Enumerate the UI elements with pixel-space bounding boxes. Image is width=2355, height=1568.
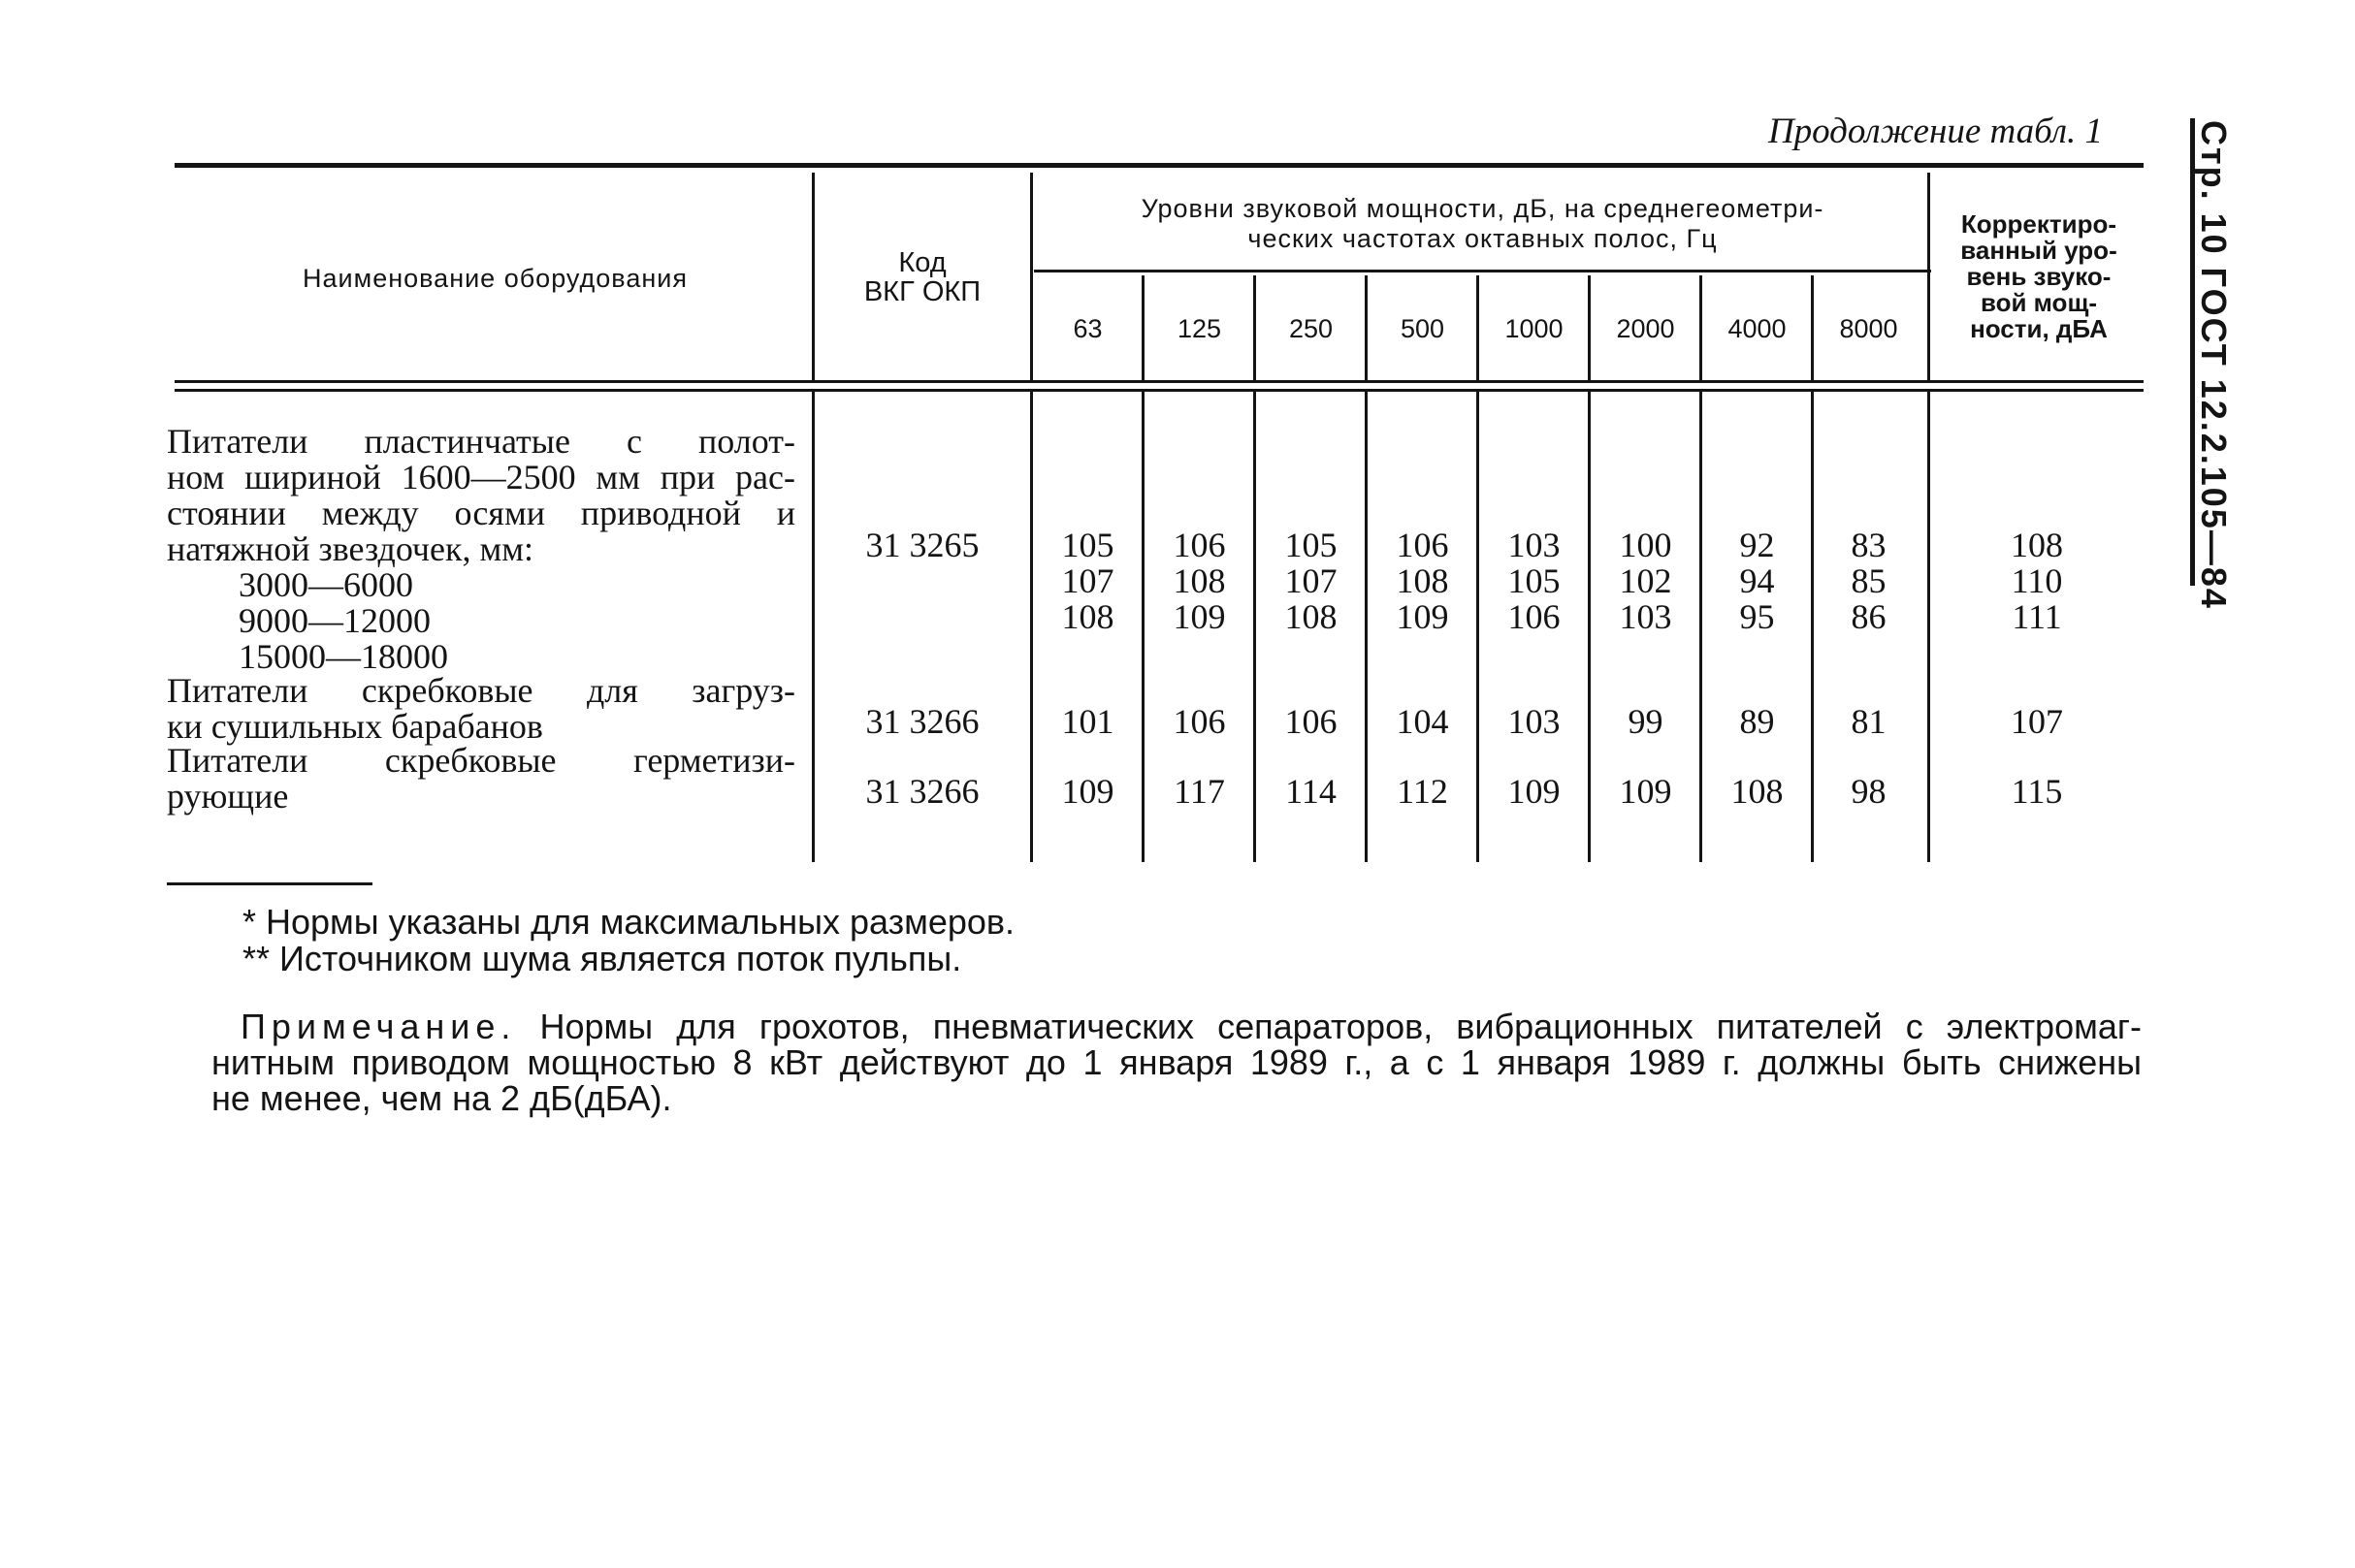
value-cell: 94 (1739, 561, 1775, 600)
value-cell: 85 (1851, 561, 1887, 600)
corrected-value-cell: 107 (2011, 702, 2063, 741)
value-cell: 99 (1628, 702, 1663, 741)
value-cell: 106 (1173, 702, 1226, 741)
value-cell: 108 (1730, 772, 1784, 811)
value-cell: 109 (1619, 772, 1672, 811)
header-frequency: 500 (1400, 314, 1445, 343)
header-code (818, 248, 1027, 306)
header-frequency: 125 (1177, 314, 1222, 343)
value-cell: 109 (1507, 772, 1561, 811)
value-cell: 103 (1507, 702, 1561, 741)
equipment-name-line: Питатели скребковые герметизи- (167, 741, 795, 780)
corrected-value-cell: 111 (2012, 597, 2062, 636)
header-frequency: 4000 (1727, 314, 1787, 343)
equipment-name-line: стоянии между осями приводной и (167, 494, 795, 532)
value-cell: 106 (1173, 526, 1226, 564)
levels-underline (1034, 270, 1931, 272)
value-cell: 104 (1396, 702, 1449, 741)
okp-code: 31 3266 (865, 702, 980, 741)
size-range-item: 15000—18000 (239, 637, 448, 676)
header-frequency: 2000 (1616, 314, 1675, 343)
equipment-name-row-1 (167, 424, 795, 675)
header-corrected-line: ванный уро- (1960, 236, 2117, 265)
size-range-item: 3000—6000 (239, 565, 413, 604)
header-corrected-line: Корректиро- (1960, 209, 2117, 239)
value-cell: 107 (1284, 561, 1338, 600)
footnote: * Нормы указаны для максимальных размеров. (242, 902, 1016, 942)
value-cell: 108 (1396, 561, 1449, 600)
corrected-value-cell: 108 (2011, 526, 2063, 564)
value-cell: 109 (1173, 597, 1226, 636)
header-frequency: 8000 (1839, 314, 1898, 343)
corrected-value-cell: 115 (2011, 772, 2063, 811)
equipment-name-row-3 (167, 743, 795, 815)
header-frequency: 250 (1288, 314, 1334, 343)
header-levels-line: ческих частотах октавных полос, Гц (1247, 224, 1718, 253)
header-levels-line: Уровни звуковой мощности, дБ, на среднегеометри- (1141, 194, 1824, 223)
value-cell: 112 (1397, 772, 1448, 811)
header-equipment-name: Наименование оборудования (303, 264, 688, 293)
equipment-name-line: Питатели скребковые для загруз- (167, 671, 795, 710)
size-range-item: 9000—12000 (239, 601, 431, 640)
value-cell: 101 (1061, 702, 1114, 741)
page-side-label (2190, 120, 2248, 610)
value-cell: 117 (1174, 772, 1225, 811)
value-cell: 103 (1507, 526, 1561, 564)
equipment-name-row-2 (167, 673, 795, 745)
value-cell: 108 (1284, 597, 1338, 636)
value-cell: 89 (1739, 702, 1775, 741)
note-text: Нормы для грохотов, пневматических сепараторов, вибрационных питателей с электромаг- (539, 1007, 2142, 1046)
value-cell: 109 (1396, 597, 1449, 636)
note-line-2: нитным приводом мощностью 8 кВт действуют до 1 января 1989 г., а с 1 января 1989 г. должны быть снижены (211, 1042, 2142, 1082)
header-corrected-line: вень звуко- (1966, 262, 2112, 291)
value-cell: 95 (1739, 597, 1775, 636)
header-code-line: ВКГ ОКП (863, 276, 982, 307)
value-cell: 92 (1739, 526, 1775, 564)
value-cell: 114 (1285, 772, 1337, 811)
table-note (211, 1008, 2142, 1116)
note-label: Примечание. (241, 1007, 517, 1046)
header-corrected-line: ности, дБА (1970, 314, 2108, 343)
value-cell: 105 (1284, 526, 1338, 564)
value-cell: 86 (1851, 597, 1887, 636)
value-cell: 81 (1851, 702, 1887, 741)
value-cell: 105 (1507, 561, 1561, 600)
table-top-rule (175, 163, 2144, 168)
value-cell: 108 (1061, 597, 1114, 636)
value-cell: 83 (1851, 526, 1887, 564)
header-bottom-rule-1 (175, 380, 2144, 383)
equipment-name-line: ки сушильных барабанов (167, 707, 543, 746)
value-cell: 103 (1619, 597, 1672, 636)
note-line-1 (211, 1008, 2142, 1044)
header-bottom-rule-2 (175, 389, 2144, 392)
table-continuation-label: Продолжение табл. 1 (1767, 112, 2103, 151)
equipment-name-line: Питатели пластинчатые с полот- (167, 422, 795, 461)
footnote: ** Источником шума является поток пульпы. (242, 939, 962, 978)
value-cell: 106 (1396, 526, 1449, 564)
header-corrected-line: вой мощ- (1980, 288, 2098, 317)
header-frequency: 1000 (1504, 314, 1564, 343)
value-cell: 109 (1061, 772, 1114, 811)
okp-code: 31 3265 (865, 526, 980, 564)
value-cell: 100 (1619, 526, 1672, 564)
value-cell: 106 (1507, 597, 1561, 636)
value-cell: 105 (1061, 526, 1114, 564)
value-cell: 102 (1619, 561, 1672, 600)
value-cell: 107 (1061, 561, 1114, 600)
header-corrected-level (1937, 211, 2141, 342)
header-sound-power-levels (1034, 194, 1931, 254)
okp-code: 31 3266 (865, 772, 980, 811)
value-cell: 98 (1851, 772, 1887, 811)
value-cell: 108 (1173, 561, 1226, 600)
corrected-value-cell: 110 (2011, 561, 2063, 600)
equipment-name-line: рующие (167, 777, 289, 816)
value-cell: 106 (1284, 702, 1338, 741)
equipment-name-line: натяжной звездочек, мм: (167, 529, 534, 568)
header-divider-code-levels (1030, 173, 1033, 380)
note-line-3: не менее, чем на 2 дБ(дБА). (211, 1078, 672, 1118)
footnote-rule (167, 882, 372, 885)
page-number-standard-label: Стр. 10 ГОСТ 12.2.105—84 (2194, 120, 2234, 610)
header-code-line: Код (898, 247, 947, 278)
equipment-name-line: ном шириной 1600—2500 мм при рас- (167, 458, 795, 496)
header-frequency: 63 (1073, 314, 1103, 343)
